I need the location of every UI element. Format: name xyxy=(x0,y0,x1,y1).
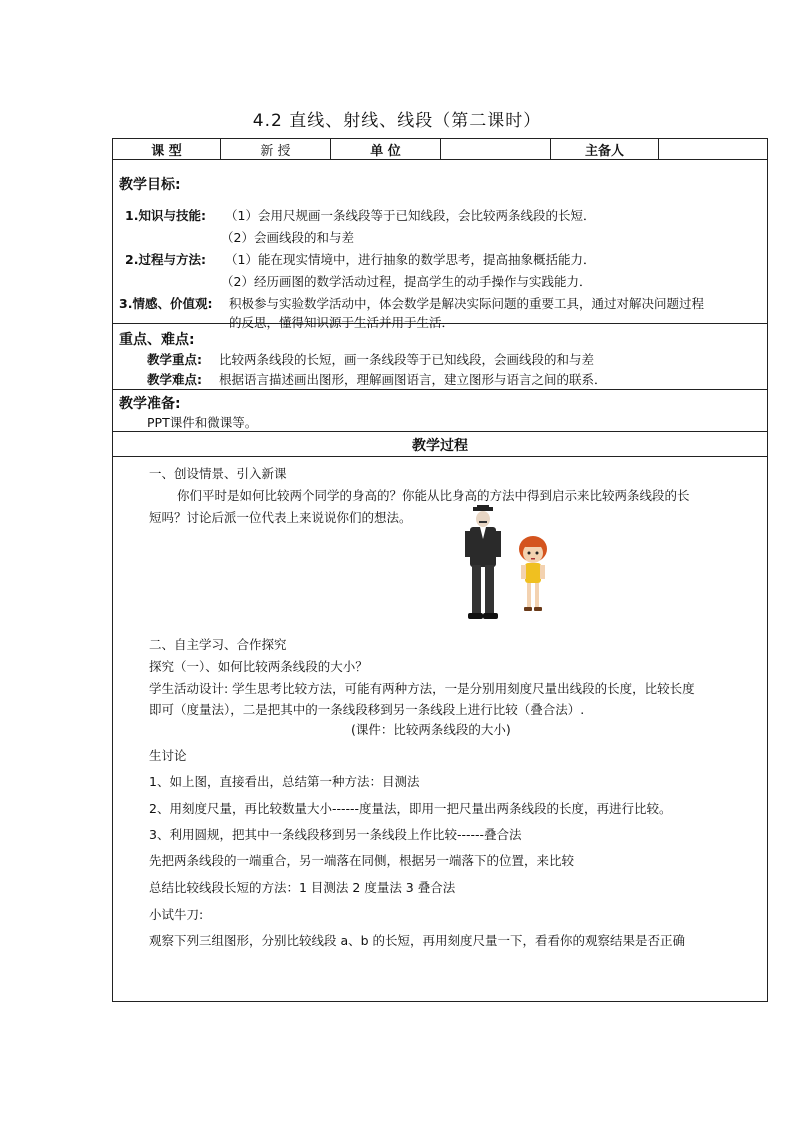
preparation-section xyxy=(113,390,767,432)
method-1: 1、如上图，直接看出，总结第一种方法：目测法 xyxy=(149,774,420,789)
objectives-section xyxy=(113,160,767,330)
difficulty-text: 根据语言描述画出图形，理解画图语言，建立图形与语言之间的联系． xyxy=(219,372,607,387)
method-2: 2、用刻度尺量，再比较数量大小------度量法，即用一把尺量出两条线段的长度，再进行比较。 xyxy=(149,801,672,816)
small-girl-figure xyxy=(519,536,547,611)
method-3: 3、利用圆规，把其中一条线段移到另一条线段上作比较------叠合法 xyxy=(149,827,522,842)
explore-1: 探究（一）、如何比较两条线段的大小？ xyxy=(149,659,368,674)
section-1-para-2: 短吗？讨论后派一位代表上来说说你们的想法。 xyxy=(149,510,412,525)
activity-design-line-1: 学生活动设计: 学生思考比较方法，可能有两种方法，一是分别用刻度尺量出线段的长度，比较长度 xyxy=(149,681,695,696)
preparation-heading: 教学准备: xyxy=(119,396,181,412)
section-1-para-1: 你们平时是如何比较两个同学的身高的？你能从比身高的方法中得到启示来比较两条线段的长 xyxy=(177,488,690,503)
lesson-plan-table xyxy=(112,138,768,1002)
knowledge-label: 1.知识与技能: xyxy=(125,208,206,223)
key-points-section xyxy=(113,324,767,390)
emotion-line-2: 的反思，懂得知识源于生活并用于生活． xyxy=(229,315,455,330)
objectives-heading: 教学目标: xyxy=(119,177,181,193)
methods-summary: 总结比较线段长短的方法：1 目测法 2 度量法 3 叠合法 xyxy=(149,880,456,895)
process-item-1: （1）能在现实情境中，进行抽象的数学思考，提高抽象概括能力． xyxy=(225,252,596,267)
student-discussion: 生讨论 xyxy=(149,748,187,763)
section-1-title: 一、创设情景、引入新课 xyxy=(149,466,287,481)
difficulty-label: 教学难点: xyxy=(147,372,202,387)
preparation-content: PPT课件和微课等。 xyxy=(147,415,258,430)
method-3-detail: 先把两条线段的一端重合，另一端落在同侧，根据另一端落下的位置，来比较 xyxy=(149,853,575,868)
section-2-title: 二、自主学习、合作探究 xyxy=(149,637,287,652)
process-heading-row xyxy=(113,432,767,457)
knowledge-item-1: （1）会用尺规画一条线段等于已知线段，会比较两条线段的长短． xyxy=(225,208,596,223)
process-item-2: （2）经历画图的数学活动过程，提高学生的动手操作与实践能力． xyxy=(221,274,592,289)
height-comparison-illustration xyxy=(457,505,573,623)
lesson-type-value: 新 授 xyxy=(221,139,331,159)
page-title: 4.2 直线、射线、线段（第二课时） xyxy=(252,111,542,131)
preparer-value xyxy=(659,139,767,159)
lesson-type-label: 课 型 xyxy=(113,139,221,159)
courseware-note: (课件：比较两条线段的大小) xyxy=(351,722,511,737)
unit-label: 单 位 xyxy=(331,139,441,159)
observation-task: 观察下列三组图形，分别比较线段 a、b 的长短，再用刻度尺量一下，看看你的观察结果是否正确 xyxy=(149,933,686,948)
process-label: 2.过程与方法: xyxy=(125,252,206,267)
header-row xyxy=(113,139,767,160)
preparer-label: 主备人 xyxy=(551,139,659,159)
emotion-label: 3.情感、价值观: xyxy=(119,296,213,311)
activity-design-line-2: 即可（度量法），二是把其中的一条线段移到另一条线段上进行比较（叠合法）. xyxy=(149,702,585,717)
tall-man-figure xyxy=(465,505,501,619)
try-it-heading: 小试牛刀: xyxy=(149,907,204,922)
key-points-heading: 重点、难点: xyxy=(119,332,195,348)
process-heading: 教学过程 xyxy=(412,438,468,454)
unit-value xyxy=(441,139,551,159)
knowledge-item-2: （2）会画线段的和与差 xyxy=(221,230,354,245)
focus-text: 比较两条线段的长短，画一条线段等于已知线段，会画线段的和与差 xyxy=(219,352,595,367)
emotion-line-1: 积极参与实验数学活动中，体会数学是解决实际问题的重要工具，通过对解决问题过程 xyxy=(229,296,705,311)
focus-label: 教学重点: xyxy=(147,352,202,367)
